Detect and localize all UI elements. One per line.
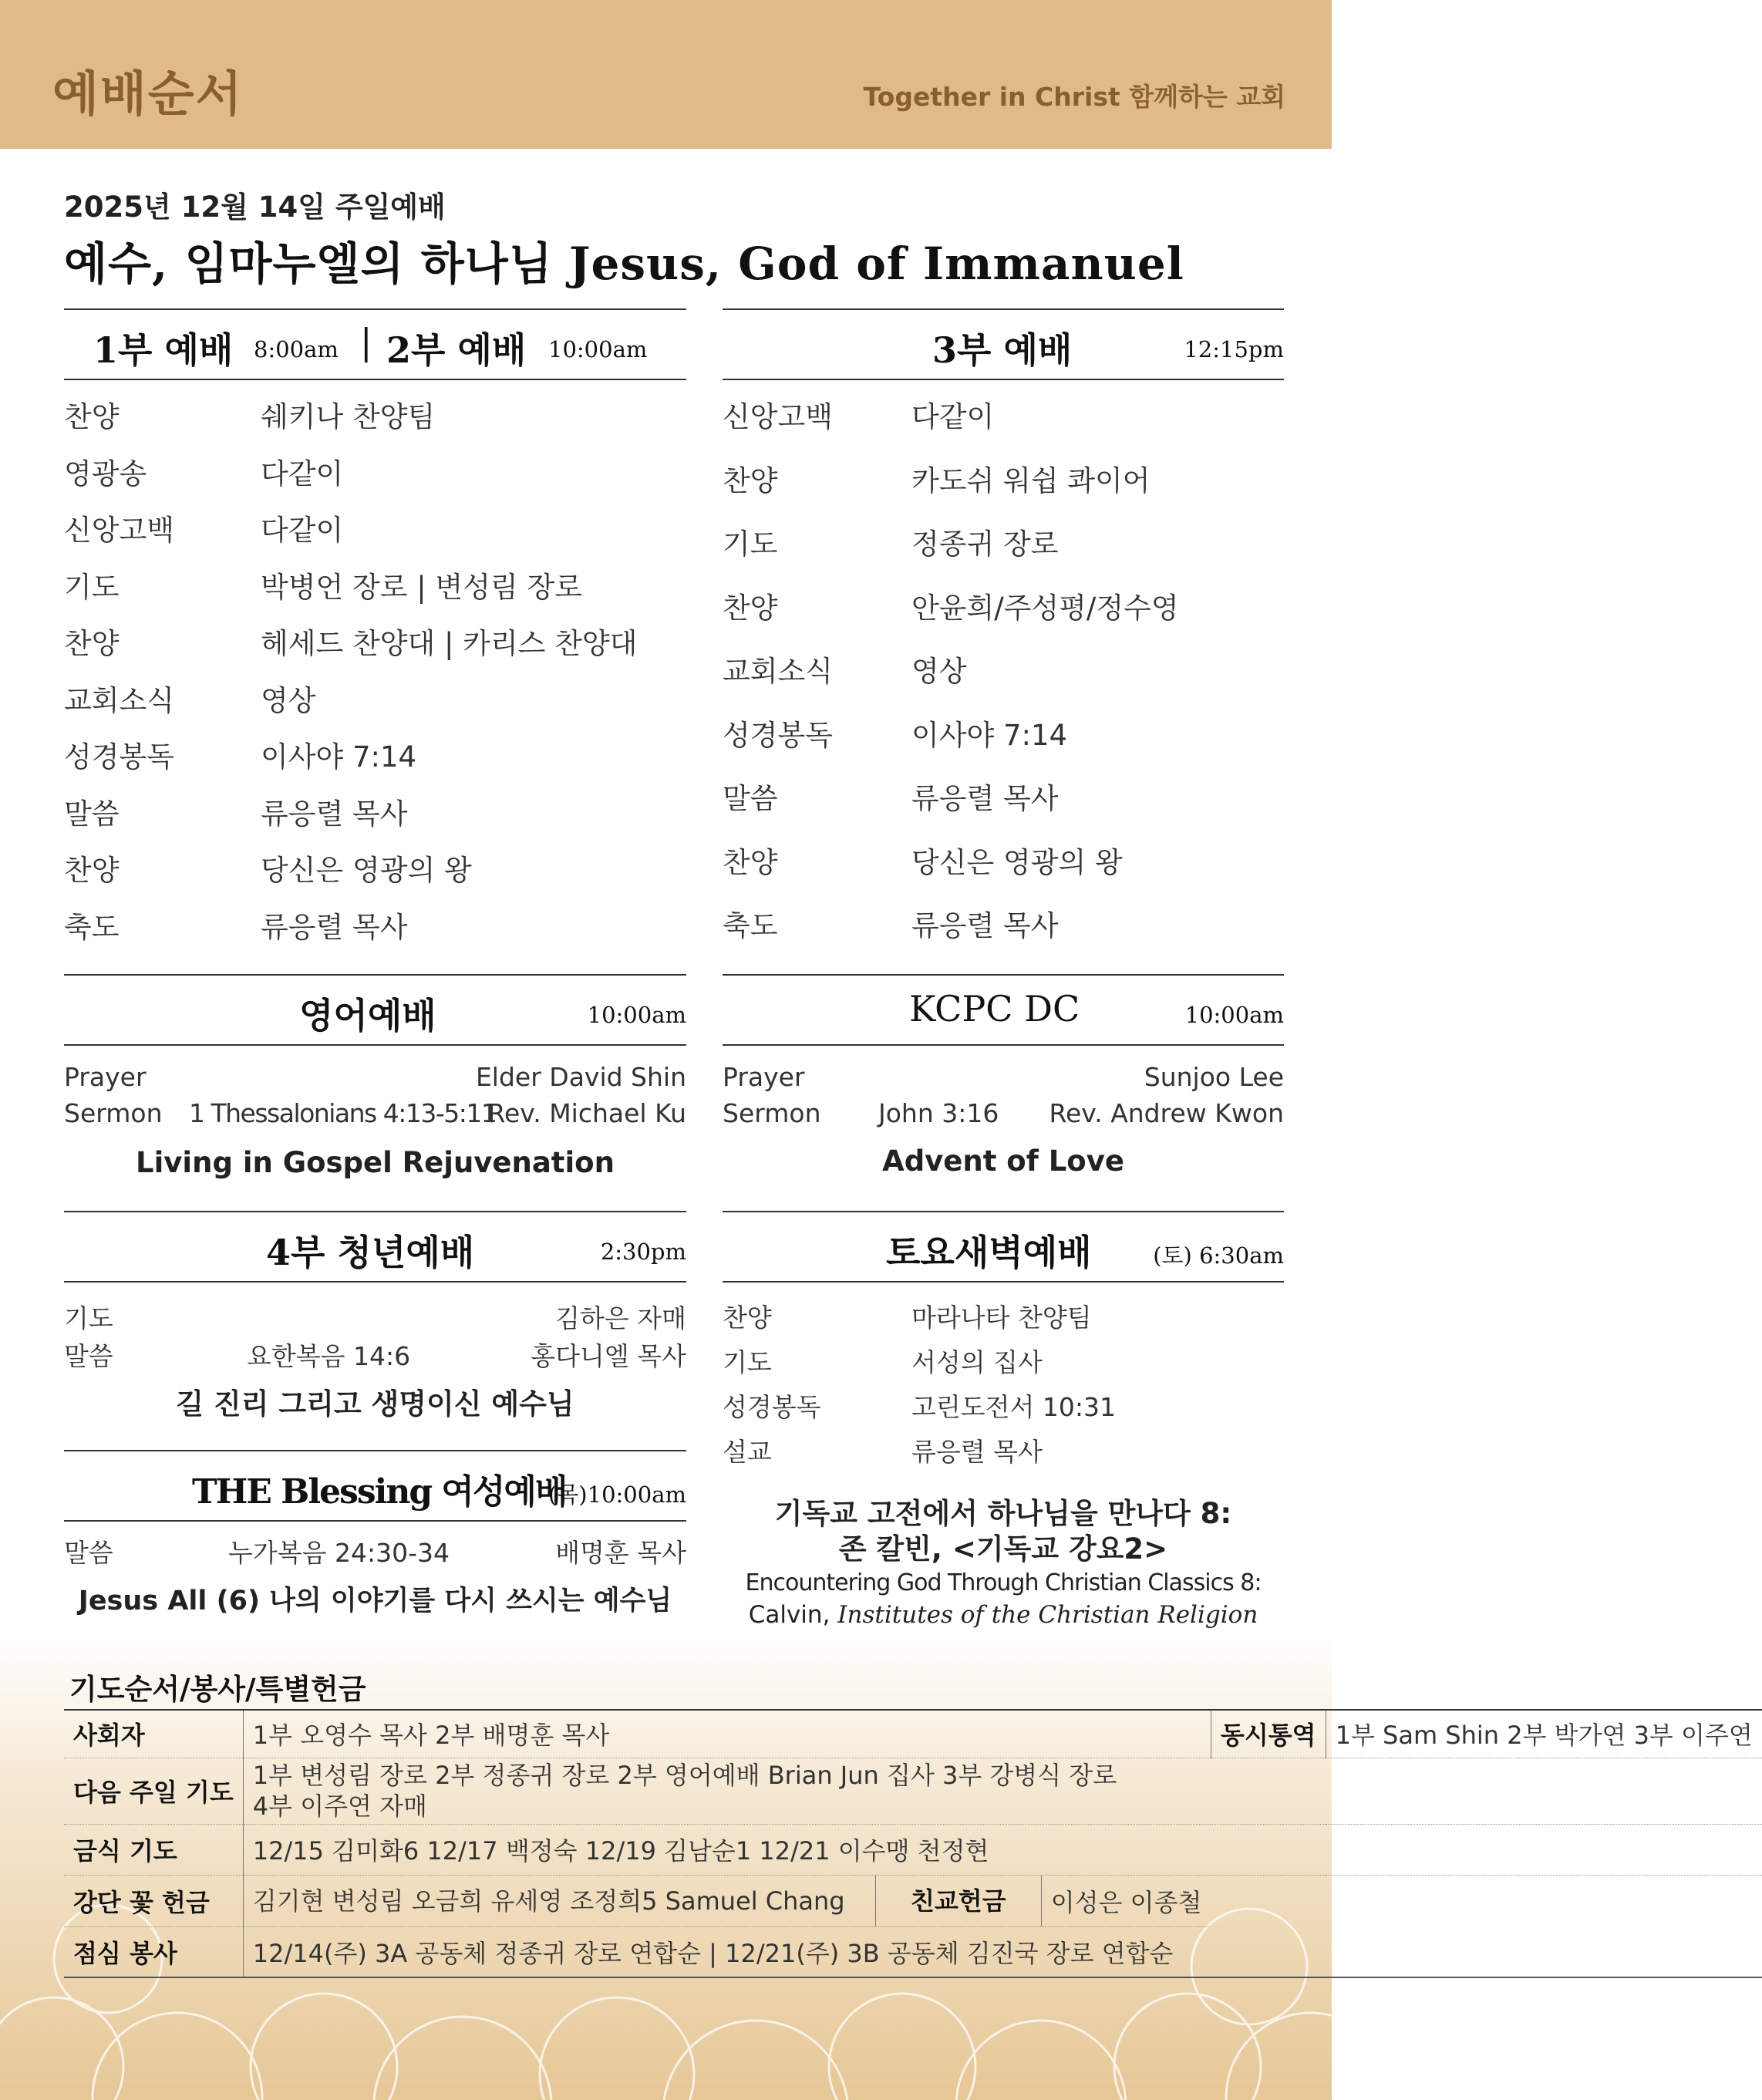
service12-header — [64, 308, 686, 380]
blessing-sermon-preacher: 배명훈 목사 — [555, 1538, 686, 1568]
blessing-sermon-label: 말씀 — [64, 1538, 113, 1568]
saturday-english-line2-italic: Institutes of the Christian Religion — [837, 1601, 1258, 1629]
blessing-service-header — [64, 1450, 686, 1522]
order-label: 찬양 — [723, 845, 778, 879]
order-value: 류응렬 목사 — [261, 910, 408, 944]
order-value: 다같이 — [911, 400, 995, 433]
order-label: 성경봉독 — [723, 1392, 821, 1422]
order-value: 당신은 영광의 왕 — [261, 854, 472, 887]
info-table — [64, 1709, 1762, 1978]
kcpc-title: KCPC DC — [909, 988, 1080, 1030]
kcpc-prayer-label: Prayer — [723, 1062, 805, 1092]
english-prayer-name: Elder David Shin — [475, 1062, 686, 1092]
order-label: 기도 — [64, 570, 120, 604]
order-label: 찬양 — [64, 627, 120, 660]
sermon-main-title: 예수, 임마누엘의 하나님 Jesus, God of Immanuel — [64, 238, 1184, 290]
youth-sermon-passage: 요한복음 14:6 — [247, 1341, 411, 1371]
english-sermon-title: Living in Gospel Rejuvenation — [136, 1146, 615, 1179]
next-prayer-label: 다음 주일 기도 — [64, 1758, 243, 1824]
english-service-time: 10:00am — [587, 1002, 686, 1028]
order-value: 류응렬 목사 — [911, 782, 1059, 815]
saturday-sermon-title-line2: 존 칼빈, <기독교 강요2> — [838, 1532, 1168, 1566]
flower-offering-names: 김기현 변성림 오금희 유세영 조정희5 Samuel Chang — [244, 1876, 876, 1926]
order-label: 기도 — [723, 1347, 772, 1377]
order-label: 말씀 — [64, 797, 120, 831]
english-prayer-label: Prayer — [64, 1062, 147, 1092]
order-value: 카도쉬 워쉽 콰이어 — [911, 463, 1151, 497]
service2-title: 2부 예배 — [386, 329, 527, 371]
order-label: 기도 — [723, 528, 778, 561]
order-value: 박병언 장로 | 변성림 장로 — [261, 570, 582, 604]
order-value: 쉐키나 찬양팀 — [261, 400, 436, 433]
order-value: 마라나타 찬양팀 — [911, 1303, 1092, 1333]
order-label: 축도 — [723, 909, 778, 942]
table-row — [64, 1758, 1762, 1824]
service1-title: 1부 예배 — [93, 329, 234, 371]
order-value: 류응렬 목사 — [261, 797, 408, 831]
fast-prayer-label: 금식 기도 — [64, 1824, 243, 1875]
kcpc-sermon-preacher: Rev. Andrew Kwon — [1049, 1098, 1284, 1128]
kcpc-sermon-passage: John 3:16 — [878, 1098, 999, 1128]
saturday-service-header — [723, 1211, 1284, 1283]
english-service-title: 영어예배 — [299, 995, 436, 1037]
order-label: 설교 — [723, 1437, 772, 1467]
order-value: 이사야 7:14 — [261, 740, 417, 774]
youth-sermon-title: 길 진리 그리고 생명이신 예수님 — [176, 1387, 574, 1421]
fast-prayer-value: 12/15 김미화6 12/17 백정숙 12/19 김남순1 12/21 이수맹 천정현 — [243, 1824, 1762, 1875]
english-sermon-passage: 1 Thessalonians 4:13-5:11 — [189, 1098, 497, 1128]
youth-prayer-label: 기도 — [64, 1303, 113, 1333]
blessing-sermon-title: Jesus All (6) 나의 이야기를 다시 쓰시는 예수님 — [78, 1586, 672, 1616]
next-prayer-line2: 4부 이주연 자매 — [252, 1792, 427, 1821]
header-band — [0, 0, 1332, 149]
order-label: 신앙고백 — [64, 514, 174, 547]
blessing-service-time: (목)10:00am — [547, 1481, 686, 1508]
youth-service-title: 4부 청년예배 — [266, 1232, 475, 1273]
order-label: 말씀 — [723, 782, 778, 815]
order-value: 안윤희/주성평/정수영 — [911, 591, 1179, 625]
order-label: 교회소식 — [64, 683, 174, 717]
order-label: 찬양 — [64, 400, 120, 433]
kcpc-time: 10:00am — [1184, 1002, 1284, 1028]
order-label: 영광송 — [64, 457, 147, 490]
youth-service-header — [64, 1211, 686, 1283]
next-prayer-value — [243, 1758, 1762, 1824]
blessing-service-title: THE Blessing 여성예배 — [192, 1472, 567, 1512]
kcpc-header — [723, 974, 1284, 1046]
order-value: 헤세드 찬양대 | 카리스 찬양대 — [261, 627, 638, 660]
interp-label: 동시통역 — [1211, 1710, 1326, 1758]
service-separator: | — [360, 321, 372, 362]
english-sermon-preacher: Rev. Michael Ku — [487, 1098, 686, 1128]
mission-offering-label: 친교헌금 — [876, 1876, 1042, 1926]
blessing-sermon-passage: 누가복음 24:30-34 — [228, 1538, 450, 1568]
order-label: 찬양 — [723, 591, 778, 625]
service3-header — [723, 308, 1284, 380]
saturday-service-title: 토요새벽예배 — [886, 1232, 1092, 1273]
english-sermon-label: Sermon — [64, 1098, 163, 1128]
kcpc-prayer-name: Sunjoo Lee — [1144, 1062, 1284, 1092]
host-value: 1부 오영수 목사 2부 배명훈 목사 — [243, 1710, 1211, 1758]
english-service-header — [64, 974, 686, 1046]
table-row — [64, 1875, 1762, 1926]
table-row — [64, 1926, 1762, 1977]
next-prayer-line1: 1부 변성림 장로 2부 정종귀 장로 2부 영어예배 Brian Jun 집사 3부 강병식 장로 — [252, 1761, 1117, 1790]
flower-offering-value — [243, 1875, 1211, 1926]
service1-time: 8:00am — [254, 336, 339, 362]
kcpc-sermon-title: Advent of Love — [882, 1144, 1124, 1178]
order-label: 성경봉독 — [64, 740, 174, 774]
header-tagline: Together in Christ 함께하는 교회 — [863, 82, 1285, 112]
saturday-service-time: (토) 6:30am — [1153, 1242, 1284, 1269]
service3-time: 12:15pm — [1184, 336, 1284, 362]
order-label: 찬양 — [64, 854, 120, 887]
flower-offering-label: 강단 꽃 헌금 — [64, 1875, 243, 1926]
youth-sermon-preacher: 홍다니엘 목사 — [531, 1341, 686, 1371]
order-value: 류응렬 목사 — [911, 909, 1059, 942]
saturday-english-line2 — [723, 1601, 1284, 1629]
order-value: 서성의 집사 — [911, 1347, 1043, 1377]
order-label: 성경봉독 — [723, 718, 833, 752]
kcpc-sermon-label: Sermon — [723, 1098, 821, 1128]
order-label: 축도 — [64, 910, 120, 944]
mission-offering-value: 이성은 이종철 — [1050, 1887, 1202, 1917]
lunch-service-value: 12/14(주) 3A 공동체 정종귀 장로 연합순 | 12/21(주) 3B 공동체 김진국 장로 연합순 — [243, 1926, 1762, 1977]
saturday-english-line1: Encountering God Through Christian Classics 8: — [745, 1569, 1262, 1596]
order-value: 다같이 — [261, 457, 344, 490]
info-section-title: 기도순서/봉사/특별헌금 — [69, 1673, 366, 1706]
youth-service-time: 2:30pm — [600, 1239, 686, 1265]
service3-title: 3부 예배 — [932, 329, 1073, 371]
table-row — [64, 1710, 1762, 1758]
lunch-service-label: 점심 봉사 — [64, 1926, 243, 1977]
saturday-english-line2-prefix: Calvin, — [748, 1601, 830, 1629]
interp-value: 1부 Sam Shin 2부 박가연 3부 이주연 — [1326, 1710, 1762, 1758]
order-value: 정종귀 장로 — [911, 528, 1059, 561]
order-value: 이사야 7:14 — [911, 718, 1068, 752]
service-date: 2025년 12월 14일 주일예배 — [64, 190, 446, 224]
host-label: 사회자 — [64, 1710, 243, 1758]
youth-prayer-name: 김하은 자매 — [555, 1303, 686, 1333]
order-label: 찬양 — [723, 463, 778, 497]
order-value: 영상 — [911, 655, 967, 688]
order-label: 신앙고백 — [723, 400, 833, 433]
order-label: 찬양 — [723, 1303, 772, 1333]
order-label: 교회소식 — [723, 655, 833, 688]
service2-time: 10:00am — [548, 336, 648, 362]
table-row — [64, 1824, 1762, 1875]
youth-sermon-label: 말씀 — [64, 1341, 113, 1371]
order-value: 류응렬 목사 — [911, 1437, 1043, 1467]
order-value: 고린도전서 10:31 — [911, 1392, 1116, 1422]
order-value: 영상 — [261, 683, 316, 717]
page-title: 예배순서 — [52, 66, 244, 122]
order-value: 당신은 영광의 왕 — [911, 845, 1123, 879]
order-value: 다같이 — [261, 514, 344, 547]
saturday-sermon-title-line1: 기독교 고전에서 하나님을 만나다 8: — [774, 1497, 1232, 1530]
